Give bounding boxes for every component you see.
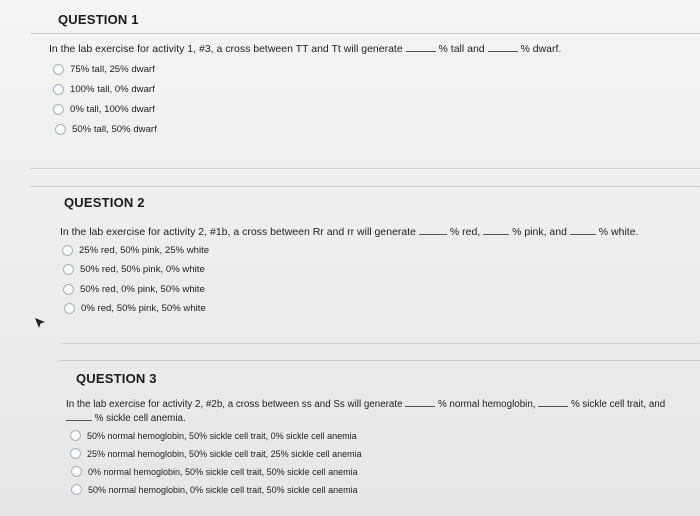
question-1-tail-1: % tall and: [438, 43, 485, 55]
question-2-tail-2: % pink, and: [512, 226, 567, 238]
radio-button[interactable]: [63, 284, 74, 295]
option-label: 50% normal hemoglobin, 0% sickle cell trait, 50% sickle cell anemia: [88, 484, 358, 495]
question-1-prompt: [49, 42, 561, 55]
radio-button[interactable]: [64, 303, 75, 314]
radio-button[interactable]: [71, 484, 82, 495]
blank: [405, 397, 435, 407]
question-2-option-3[interactable]: [63, 284, 205, 295]
blank: [419, 225, 447, 235]
blank: [66, 411, 92, 421]
option-label: 50% red, 50% pink, 0% white: [80, 264, 205, 275]
question-2-prompt: [60, 225, 638, 238]
question-2-top-divider: [30, 186, 700, 187]
mouse-cursor-icon: [34, 317, 46, 329]
question-2-prompt-text: In the lab exercise for activity 2, #1b, a cross between Rr and rr will generate: [60, 226, 417, 238]
radio-button[interactable]: [55, 124, 66, 135]
blank: [538, 397, 568, 407]
question-3-heading: QUESTION 3: [76, 371, 157, 386]
option-label: 50% normal hemoglobin, 50% sickle cell trait, 0% sickle cell anemia: [87, 430, 357, 441]
question-2-option-2[interactable]: [63, 264, 205, 275]
radio-button[interactable]: [70, 448, 81, 459]
radio-button[interactable]: [71, 466, 82, 477]
blank: [570, 225, 596, 235]
radio-button[interactable]: [53, 64, 64, 75]
blank: [483, 225, 509, 235]
radio-button[interactable]: [63, 264, 74, 275]
option-label: 100% tall, 0% dwarf: [70, 84, 155, 95]
question-2-option-4[interactable]: [64, 303, 206, 314]
question-2-heading: QUESTION 2: [64, 195, 145, 210]
question-1-option-1[interactable]: [53, 64, 155, 75]
question-1-tail-2: % dwarf.: [520, 43, 562, 55]
option-label: 25% normal hemoglobin, 50% sickle cell trait, 25% sickle cell anemia: [87, 448, 362, 459]
blank: [488, 42, 518, 52]
question-1-divider: [30, 33, 700, 34]
question-1-option-4[interactable]: [55, 124, 157, 135]
radio-button[interactable]: [62, 245, 73, 256]
question-3-option-4[interactable]: [71, 484, 358, 495]
option-label: 25% red, 50% pink, 25% white: [79, 245, 210, 256]
radio-button[interactable]: [53, 84, 64, 95]
question-3-tail-2: % sickle cell trait, and: [570, 399, 666, 410]
question-3-line-2-text: % sickle cell anemia.: [94, 413, 186, 424]
option-label: 75% tall, 25% dwarf: [70, 64, 155, 75]
question-3-tail-1: % normal hemoglobin,: [438, 399, 536, 410]
question-1-bottom-divider: [30, 168, 700, 169]
option-label: 0% red, 50% pink, 50% white: [81, 303, 206, 314]
question-2-bottom-divider: [60, 343, 700, 344]
question-3-top-divider: [60, 360, 700, 361]
option-label: 0% tall, 100% dwarf: [70, 104, 155, 115]
question-2-option-1[interactable]: [62, 245, 209, 256]
question-3-option-1[interactable]: [70, 430, 357, 441]
option-label: 50% tall, 50% dwarf: [72, 124, 157, 135]
option-label: 50% red, 0% pink, 50% white: [80, 284, 205, 295]
question-1-heading: QUESTION 1: [58, 12, 139, 27]
question-2-tail-1: % red,: [449, 226, 481, 238]
question-1-option-2[interactable]: [53, 84, 155, 95]
blank: [406, 42, 436, 52]
radio-button[interactable]: [53, 104, 64, 115]
option-label: 0% normal hemoglobin, 50% sickle cell trait, 50% sickle cell anemia: [88, 466, 358, 477]
question-1-prompt-text: In the lab exercise for activity 1, #3, a cross between TT and Tt will generate: [49, 43, 403, 55]
question-3-prompt: [66, 397, 665, 410]
radio-button[interactable]: [70, 430, 81, 441]
question-3-option-2[interactable]: [70, 448, 362, 459]
question-1-option-3[interactable]: [53, 104, 155, 115]
question-2-tail-3: % white.: [598, 226, 639, 238]
question-3-prompt-line-2: [66, 411, 186, 424]
question-3-prompt-text: In the lab exercise for activity 2, #2b, a cross between ss and Ss will generate: [66, 399, 403, 410]
question-3-option-3[interactable]: [71, 466, 358, 477]
